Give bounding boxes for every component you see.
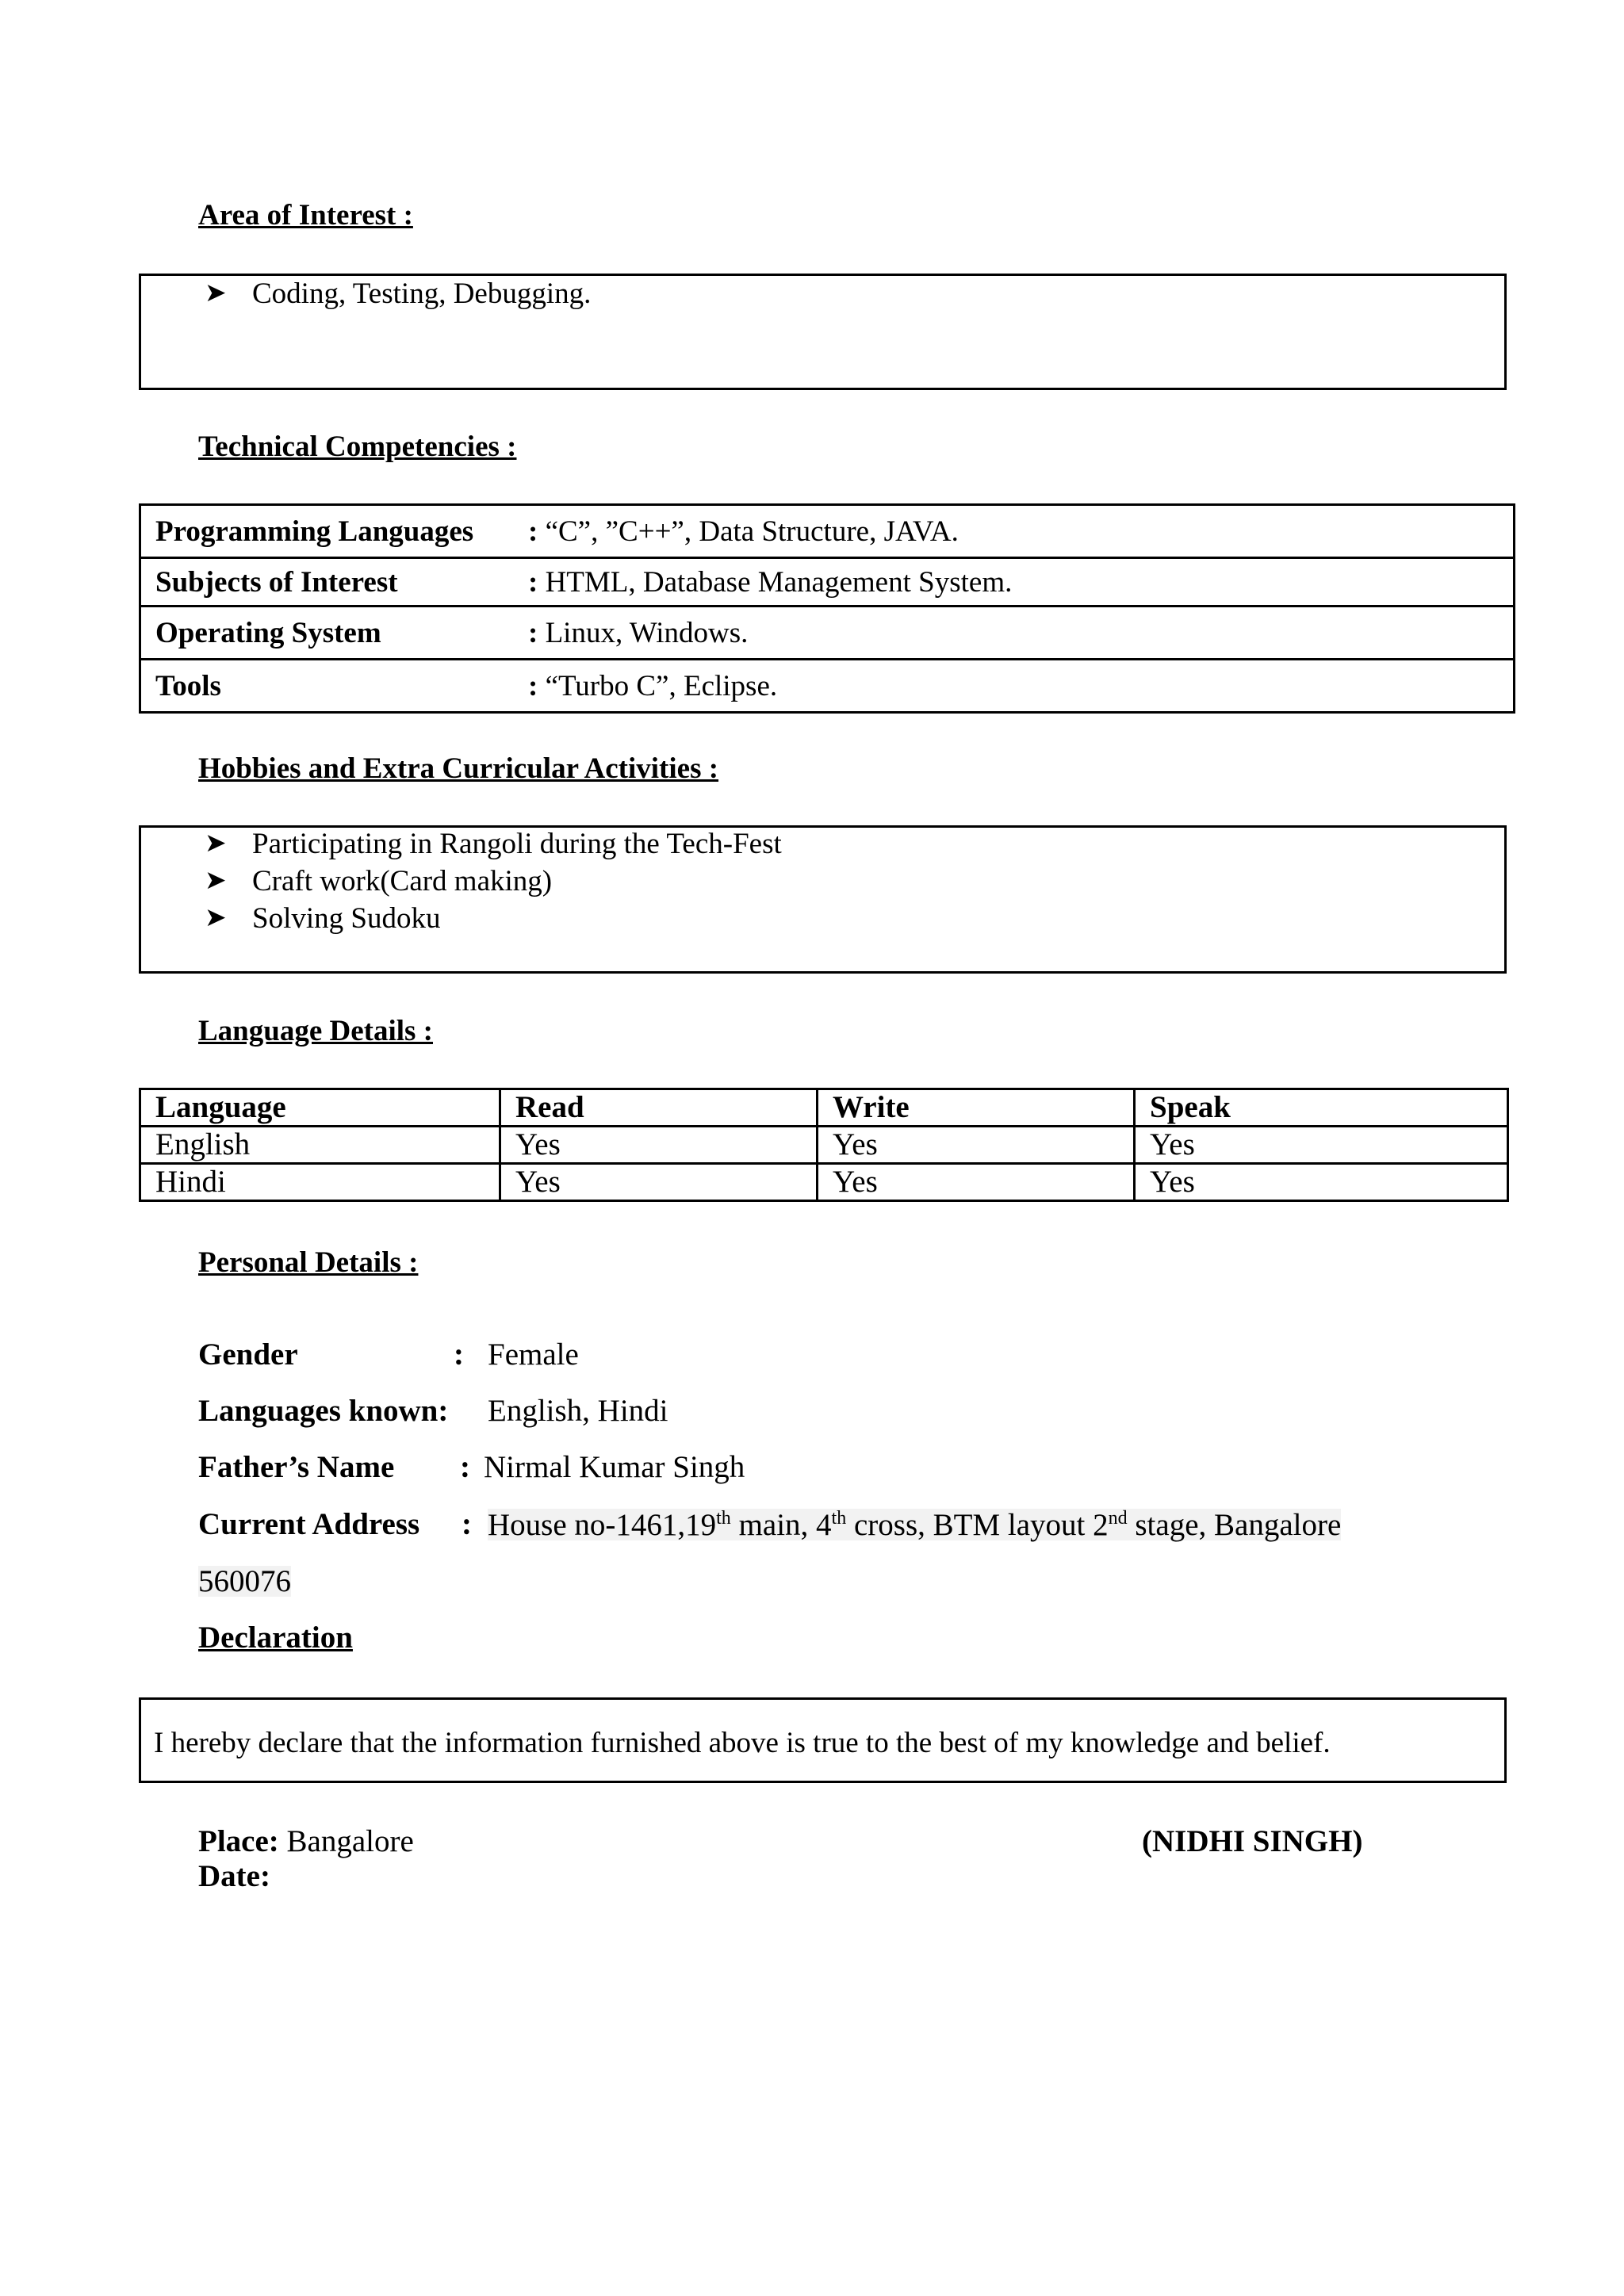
table-cell: Hindi	[140, 1164, 500, 1201]
languages-known-value: English, Hindi	[488, 1394, 668, 1428]
row-value: HTML, Database Management System.	[545, 565, 1013, 599]
language-details-heading: Language Details :	[198, 1015, 433, 1047]
current-address-label: Current Address	[198, 1507, 420, 1541]
gender-label: Gender	[198, 1337, 298, 1372]
table-cell: Yes	[500, 1164, 818, 1201]
current-address-line2: 560076	[198, 1564, 291, 1598]
hobbies-box: ➤ Participating in Rangoli during the Tech-Fest ➤ Craft work(Card making) ➤ Solving Sudoku	[139, 825, 1507, 974]
table-cell: Yes	[1135, 1164, 1508, 1201]
father-name-value: Nirmal Kumar Singh	[484, 1450, 745, 1484]
row-label: Operating System	[155, 616, 381, 649]
arrowhead-bullet-icon: ➤	[205, 864, 227, 895]
table-row: Tools : “Turbo C”, Eclipse.	[140, 660, 1515, 713]
table-cell: English	[140, 1127, 500, 1164]
row-value: “C”, ”C++”, Data Structure, JAVA.	[545, 515, 959, 548]
table-cell: Yes	[500, 1127, 818, 1164]
arrowhead-bullet-icon: ➤	[205, 901, 227, 932]
languages-known-label: Languages known:	[198, 1394, 449, 1428]
row-label: Programming Languages	[155, 515, 474, 548]
table-row	[140, 1164, 1508, 1201]
place-row	[198, 1826, 414, 1857]
table-cell: Yes	[818, 1164, 1135, 1201]
row-label: Tools	[155, 669, 221, 702]
place-value: Bangalore	[286, 1824, 414, 1858]
language-table	[139, 1088, 1509, 1202]
technical-competencies-heading: Technical Competencies :	[198, 430, 517, 463]
column-header: Read	[500, 1089, 818, 1127]
table-row: Programming Languages : “C”, ”C++”, Data Structure, JAVA.	[140, 505, 1515, 558]
row-value: Linux, Windows.	[545, 616, 749, 649]
declaration-heading: Declaration	[198, 1621, 353, 1655]
table-row	[140, 1127, 1508, 1164]
technical-competencies-table	[139, 503, 1515, 714]
place-label: Place:	[198, 1824, 279, 1858]
declaration-text: I hereby declare that the information furnished above is true to the best of my knowledge and belief.	[154, 1727, 1331, 1759]
row-value: “Turbo C”, Eclipse.	[545, 669, 778, 702]
arrowhead-bullet-icon: ➤	[205, 277, 227, 308]
date-label: Date:	[198, 1859, 270, 1893]
table-cell: Yes	[818, 1127, 1135, 1164]
hobbies-heading: Hobbies and Extra Curricular Activities :	[198, 752, 719, 785]
column-header: Write	[818, 1089, 1135, 1127]
column-header: Speak	[1135, 1089, 1508, 1127]
personal-details-heading: Personal Details :	[198, 1246, 419, 1279]
table-row: Operating System : Linux, Windows.	[140, 607, 1515, 660]
table-header-row	[140, 1089, 1508, 1127]
row-label: Subjects of Interest	[155, 565, 398, 599]
gender-value: Female	[488, 1337, 579, 1372]
current-address-value: House no-1461,19th main, 4th cross, BTM layout 2nd stage, Bangalore	[488, 1508, 1342, 1542]
signature-name: (NIDHI SINGH)	[1142, 1824, 1363, 1858]
table-row: Subjects of Interest : HTML, Database Management System.	[140, 558, 1515, 607]
area-of-interest-heading: Area of Interest :	[198, 199, 413, 232]
arrowhead-bullet-icon: ➤	[205, 827, 227, 858]
area-of-interest-box: ➤ Coding, Testing, Debugging.	[139, 274, 1507, 390]
column-header: Language	[140, 1089, 500, 1127]
table-cell: Yes	[1135, 1127, 1508, 1164]
father-name-label: Father’s Name	[198, 1450, 395, 1484]
